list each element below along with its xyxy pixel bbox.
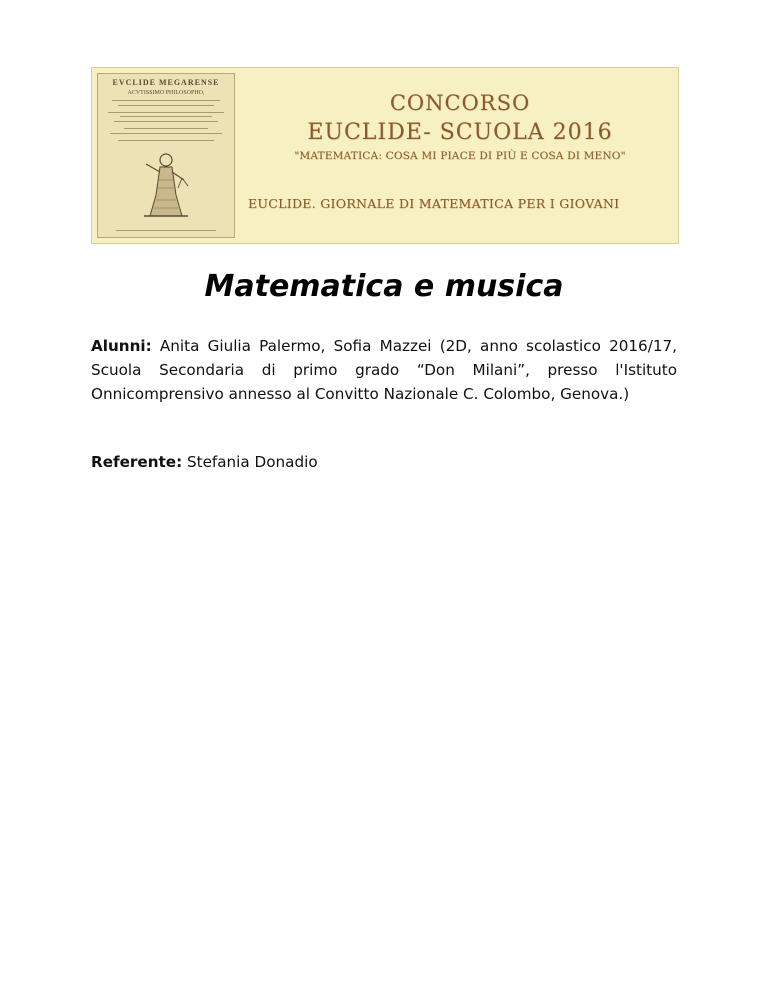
contest-name: EUCLIDE- SCUOLA 2016 xyxy=(307,120,613,145)
banner-text-block xyxy=(242,68,678,243)
cover-text-line xyxy=(114,121,218,122)
document-title: Matematica e musica xyxy=(204,269,564,304)
cover-title: EVCLIDE MEGARENSE xyxy=(112,78,220,87)
cover-text-line xyxy=(108,112,224,113)
journal-name: EUCLIDE. GIORNALE DI MATEMATICA PER I GIOVANI xyxy=(248,196,620,211)
referent-label: Referente: xyxy=(91,453,183,471)
cover-text-line xyxy=(118,140,214,141)
euclid-book-cover-image xyxy=(97,73,235,238)
referent-name: Stefania Donadio xyxy=(186,453,318,471)
cover-text-line xyxy=(112,100,220,101)
students-text: Anita Giulia Palermo, Sofia Mazzei (2D, anno scolastico 2016/17, Scuola Secondaria di primo grado “Don Milani”, presso l'Istituto Onnicomprensivo annesso al Convitto Nazionale C. Colombo, Genova.) xyxy=(91,337,677,404)
cover-subtitle: ACVTISSIMO PHILOSOPHO, xyxy=(127,90,205,96)
referent-paragraph xyxy=(91,450,677,474)
contest-theme: "MATEMATICA: COSA MI PIACE DI PIÙ E COSA DI MENO" xyxy=(294,150,626,162)
cover-text-line xyxy=(124,128,208,129)
students-paragraph xyxy=(91,334,677,407)
contest-heading: CONCORSO xyxy=(389,91,531,115)
cover-text-line xyxy=(120,116,212,117)
cover-text-line xyxy=(110,133,222,134)
cover-imprint-line xyxy=(116,230,216,231)
euclid-figure-engraving xyxy=(138,150,194,222)
students-label: Alunni: xyxy=(91,337,152,355)
contest-banner xyxy=(91,67,679,244)
cover-text-line xyxy=(118,105,214,106)
